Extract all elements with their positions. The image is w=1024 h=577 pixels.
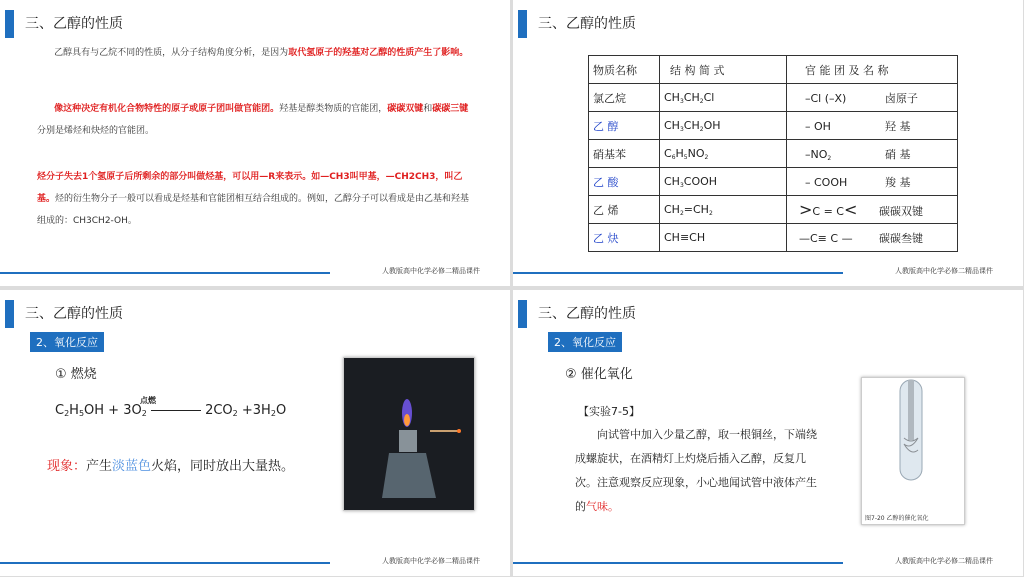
p2-red3: 碳碳三键 [432, 104, 469, 114]
phenomenon: 现象：产生淡蓝色火焰，同时放出大量热。 [47, 459, 295, 474]
title-bar [518, 10, 527, 38]
table-row: 乙 炔 CH≡CH —C≡ C — 碳碳叁键 [589, 224, 958, 252]
p2-and: 和 [423, 104, 433, 114]
section-tag: 2、氧化反应 [548, 332, 622, 352]
header-formula: 结 构 简 式 [660, 56, 787, 84]
footer-text: 人教版高中化学必修二精品课件 [895, 557, 993, 565]
test-tube-photo [861, 377, 965, 525]
table-row: 乙 醇 $CH_3CH_2OH$ – OH 羟 基 [589, 112, 958, 140]
slide-2 [513, 0, 1023, 286]
title-bar [5, 300, 14, 328]
slide-3 [0, 290, 510, 576]
footer-line [513, 272, 843, 274]
paragraph-3 [37, 166, 477, 232]
test-tube-icon [862, 378, 964, 524]
footer-line [0, 562, 330, 564]
p1-red: 取代氢原子的羟基对乙醇的性质产生了影响。 [288, 48, 469, 58]
paragraph-2 [37, 98, 477, 142]
reaction-condition: 点燃 [140, 396, 156, 405]
formula: $CH_3COOH$ [660, 168, 787, 196]
footer-text: 人教版高中化学必修二精品课件 [895, 267, 993, 275]
experiment-text: 向试管中加入少量乙醇，取一根铜丝，下端绕成螺旋状，在酒精灯上灼烧后插入乙醇，反复几次。注意观察反应现象，小心地闻试管中液体产生的气味。 [575, 428, 817, 513]
title-bar [5, 10, 14, 38]
formula: $CH_3CH_2OH$ [660, 112, 787, 140]
slide-4 [513, 290, 1023, 576]
slide-title: 三、乙醇的性质 [538, 306, 636, 322]
combustion-equation: $C_2H_5OH + 3O_2$ $2CO_2 +3H_2O$ [55, 403, 287, 418]
p3-text: 烃的衍生物分子一般可以看成是烃基和官能团相互结合组成的。例如，乙醇分子可以看成是由乙基和羟基组成的：CH3CH2-OH。 [37, 194, 470, 226]
footer-line [513, 562, 843, 564]
p2-text: 羟基是醇类物质的官能团， [279, 104, 388, 114]
functional-group-table [588, 55, 958, 252]
formula: $C_6H_5NO_2$ [660, 140, 787, 168]
header-group: 官 能 团 及 名 称 [787, 56, 958, 84]
table-row: 乙 酸 $CH_3COOH$ – COOH 羧 基 [589, 168, 958, 196]
alcohol-lamp-icon [344, 358, 474, 510]
table-row: 硝基苯 $C_6H_5NO_2$ $-NO_2$ 硝 基 [589, 140, 958, 168]
p2-red: 像这种决定有机化合物特性的原子或原子团叫做官能团。 [54, 104, 280, 114]
table-row: 氯乙烷 $CH_3CH_2Cl$ –Cl (–X) 卤原子 [589, 84, 958, 112]
photo-caption: 图7-20 乙醇的催化氧化 [865, 515, 929, 522]
alcohol-lamp-photo [343, 357, 475, 511]
slide-title: 三、乙醇的性质 [25, 306, 123, 322]
table-row: 乙 烯 $CH_2=CH_2$ >C = C< 碳碳双键 [589, 196, 958, 224]
p2-red2: 碳碳双键 [387, 104, 424, 114]
item-label: ② 催化氧化 [565, 367, 633, 382]
slide-title: 三、乙醇的性质 [538, 16, 636, 32]
paragraph-1 [37, 42, 477, 64]
footer-line [0, 272, 330, 274]
header-name: 物质名称 [589, 56, 660, 84]
footer-text: 人教版高中化学必修二精品课件 [382, 557, 480, 565]
footer-text: 人教版高中化学必修二精品课件 [382, 267, 480, 275]
formula: $CH_3CH_2Cl$ [660, 84, 787, 112]
p3-red: 烃分子失去1个氢原子后所剩余的部分叫做烃基，可以用—R来表示。如—CH3叫甲基，—CH2CH3，叫乙基。 [37, 172, 463, 204]
section-tag: 2、氧化反应 [30, 332, 104, 352]
p1-text: 乙醇具有与乙烷不同的性质，从分子结构角度分析，是因为 [54, 48, 289, 58]
formula: CH≡CH [660, 224, 787, 252]
p2-text2: 分别是烯烃和炔烃的官能团。 [37, 126, 155, 136]
title-bar [518, 300, 527, 328]
experiment-title: 【实验7-5】 [578, 405, 640, 418]
slide-1 [0, 0, 510, 286]
formula: $CH_2=CH_2$ [660, 196, 787, 224]
table-header [589, 56, 958, 84]
slide-title: 三、乙醇的性质 [25, 16, 123, 32]
item-label: ① 燃烧 [55, 367, 97, 382]
